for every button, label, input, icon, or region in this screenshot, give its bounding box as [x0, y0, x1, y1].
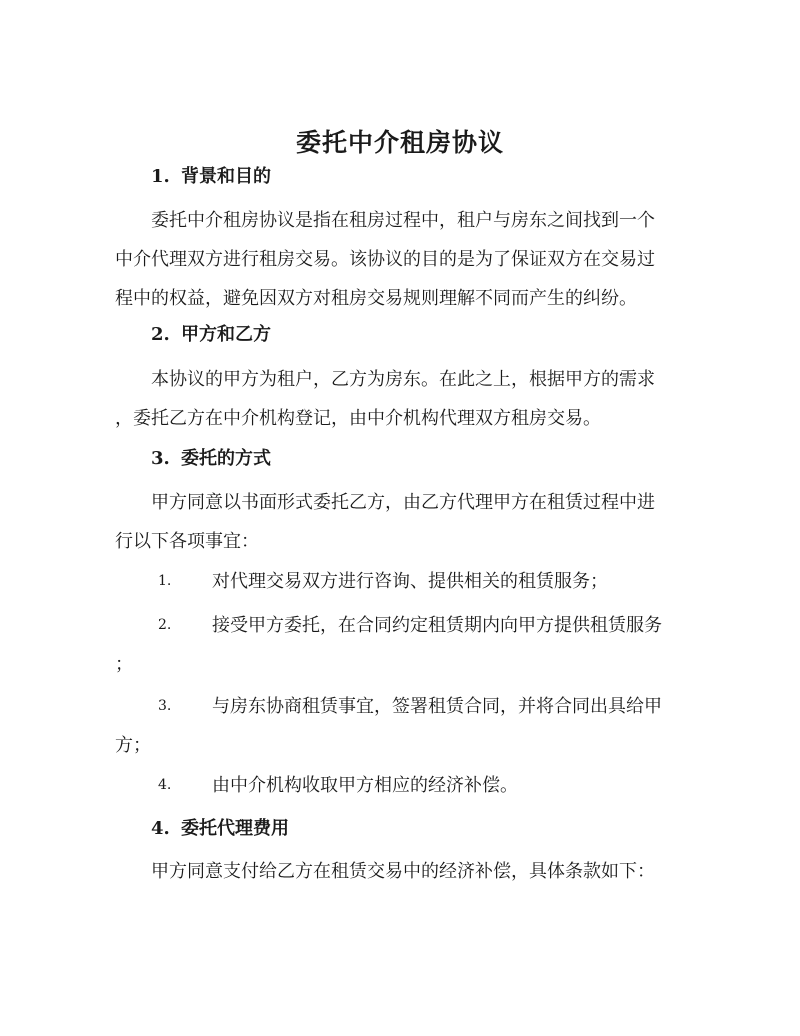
- paragraph-line: 程中的权益，避免因双方对租房交易规则理解不同而产生的纠纷。: [115, 288, 637, 309]
- list-item-line: 与房东协商租赁事宜，签署租赁合同，并将合同出具给甲: [212, 696, 662, 717]
- list-item: [115, 606, 695, 684]
- paragraph-line: 甲方同意以书面形式委托乙方，由乙方代理甲方在租赁过程中进: [151, 492, 655, 513]
- section-number: 2.: [151, 324, 170, 345]
- section-number: 3.: [151, 448, 170, 469]
- section-paragraph-4: [115, 852, 695, 891]
- document-title: 委托中介租房协议: [295, 128, 504, 157]
- section-number: 1.: [151, 166, 170, 187]
- section-title: 甲方和乙方: [181, 324, 271, 345]
- section-paragraph-3: [115, 483, 695, 561]
- list-item-number: 3.: [158, 698, 172, 714]
- section-heading-4: [151, 816, 289, 842]
- section-number: 4.: [151, 818, 170, 839]
- list-item-line: 方；: [115, 735, 151, 756]
- paragraph-line: 本协议的甲方为租户，乙方为房东。在此之上，根据甲方的需求: [151, 369, 655, 390]
- list-item: [115, 687, 695, 765]
- list-item: [115, 562, 695, 601]
- list-item-line: ；: [115, 654, 133, 675]
- list-item-line: 对代理交易双方进行咨询、提供相关的租赁服务；: [212, 571, 608, 592]
- paragraph-line: 甲方同意支付给乙方在租赁交易中的经济补偿，具体条款如下：: [151, 861, 655, 882]
- list-item-line: 接受甲方委托，在合同约定租赁期内向甲方提供租赁服务: [212, 615, 662, 636]
- section-heading-2: [151, 322, 271, 348]
- section-heading-1: [151, 164, 271, 190]
- paragraph-line: 中介代理双方进行租房交易。该协议的目的是为了保证双方在交易过: [115, 249, 655, 270]
- list-item-number: 4.: [158, 777, 172, 793]
- list-item-number: 2.: [158, 617, 172, 633]
- section-title: 委托的方式: [181, 448, 271, 469]
- list-item-line: 由中介机构收取甲方相应的经济补偿。: [212, 775, 518, 796]
- section-paragraph-1: [115, 201, 695, 318]
- section-title: 委托代理费用: [181, 818, 289, 839]
- list-item-number: 1.: [158, 573, 172, 589]
- paragraph-line: 委托中介租房协议是指在租房过程中，租户与房东之间找到一个: [151, 210, 655, 231]
- list-item: [115, 766, 695, 805]
- section-heading-3: [151, 446, 271, 472]
- section-paragraph-2: [115, 360, 695, 438]
- section-title: 背景和目的: [181, 166, 271, 187]
- paragraph-line: ，委托乙方在中介机构登记，由中介机构代理双方租房交易。: [115, 408, 601, 429]
- paragraph-line: 行以下各项事宜：: [115, 531, 259, 552]
